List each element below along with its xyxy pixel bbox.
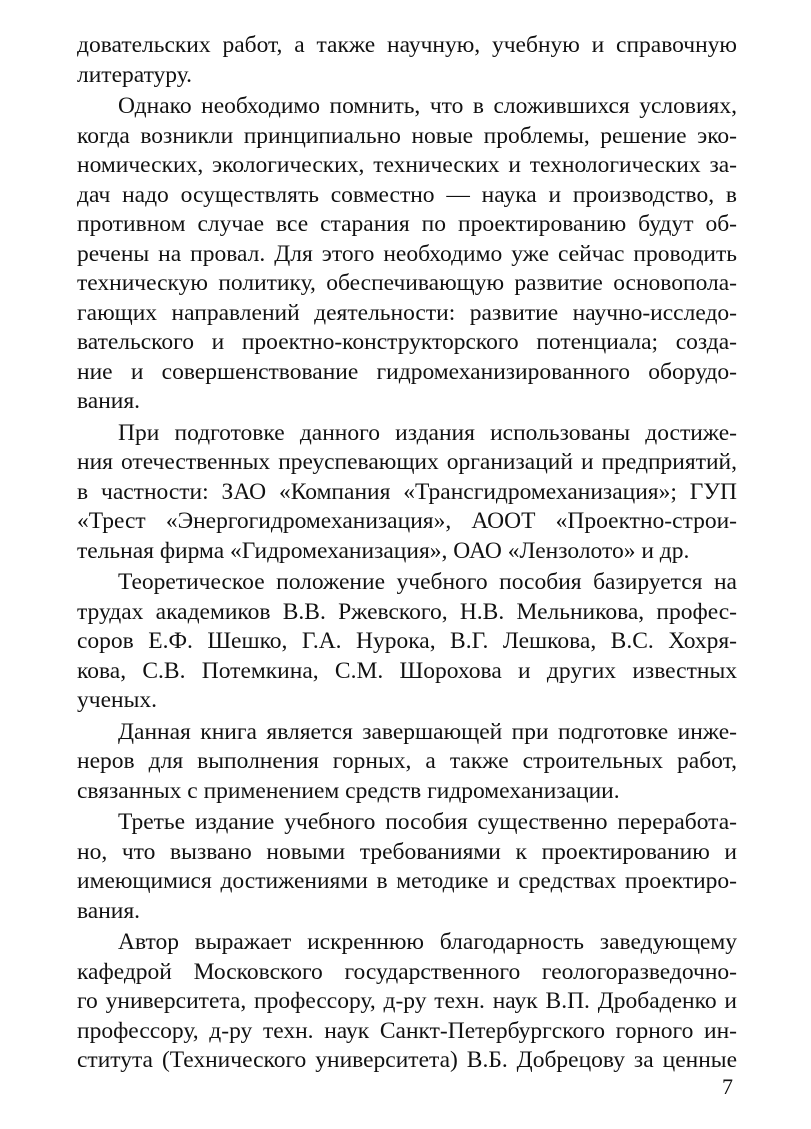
text-line: литературу. xyxy=(77,61,192,88)
text-line: речены на провал. Для этого необходимо уже сейчас проводить xyxy=(77,240,737,267)
text-line: Теоретическое положение учебного пособия базируется на xyxy=(118,569,737,595)
text-line: вания. xyxy=(77,897,141,924)
text-line: вательского и проектно-конструкторского потенциала; созда- xyxy=(77,329,737,355)
text-line: Однако необходимо помнить, что в сложившихся условиях, xyxy=(118,93,737,119)
text-line: ния отечественных преуспевающих организаций и предприятий, xyxy=(77,449,737,475)
text-line: ученых. xyxy=(77,687,157,713)
paragraph-6 xyxy=(77,808,737,926)
text-line: номических, экологических, технических и технологических за- xyxy=(77,152,737,178)
paragraph-3 xyxy=(77,419,737,567)
text-line: профессору, д-ру техн. наук Санкт-Петербургского горного ин- xyxy=(77,1017,737,1044)
body-text xyxy=(77,31,737,1076)
text-line: го университета, профессору, д-ру техн. наук В.П. Дробаденко и xyxy=(77,988,737,1014)
paragraph-2 xyxy=(77,92,737,417)
paragraph-7 xyxy=(77,928,737,1076)
text-line: Данная книга является завершающей при подготовке инже- xyxy=(118,718,737,745)
paragraph-5 xyxy=(77,718,737,807)
text-line: техническую политику, обеспечивающую развитие основопола- xyxy=(77,270,737,296)
text-line: ние и совершенствование гидромеханизированного оборудо- xyxy=(77,358,737,385)
paragraph-1 xyxy=(77,31,737,90)
text-line: Автор выражает искреннюю благодарность заведующему xyxy=(118,929,737,955)
paragraph-4 xyxy=(77,568,737,716)
text-line: неров для выполнения горных, а также строительных работ, xyxy=(77,748,737,774)
text-line: дач надо осуществлять совместно — наука и производство, в xyxy=(77,181,737,208)
text-line: связанных с применением средств гидромеханизации. xyxy=(77,777,620,804)
text-line: имеющимися достижениями в методике и средствах проектиро- xyxy=(77,868,737,894)
page-number: 7 xyxy=(722,1074,733,1099)
text-line: когда возникли принципиально новые проблемы, решение эко- xyxy=(77,122,737,149)
text-line: довательских работ, а также научную, учебную и справочную xyxy=(77,32,737,58)
text-line: соров Е.Ф. Шешко, Г.А. Нурока, В.Г. Лешкова, В.С. Хохря- xyxy=(77,628,737,654)
text-line: Третье издание учебного пособия существенно переработа- xyxy=(118,809,737,835)
text-line: трудах академиков В.В. Ржевского, Н.В. Мельникова, профес- xyxy=(77,598,737,625)
text-line: но, что вызвано новыми требованиями к проектированию и xyxy=(77,838,737,865)
text-line: кафедрой Московского государственного геологоразведочно- xyxy=(77,958,737,985)
text-line: противном случае все старания по проектированию будут об- xyxy=(77,211,737,237)
text-line: тельная фирма «Гидромеханизация», ОАО «Лензолото» и др. xyxy=(77,537,690,564)
text-line: вания. xyxy=(77,388,141,414)
text-line: «Трест «Энергогидромеханизация», АООТ «Проектно-строи- xyxy=(77,508,737,534)
text-line: При подготовке данного издания использованы достиже- xyxy=(118,419,737,446)
text-line: кова, С.В. Потемкина, С.М. Шорохова и других известных xyxy=(77,657,737,684)
text-line: ститута (Технического университета) В.Б. Добрецову за ценные xyxy=(77,1047,737,1073)
text-line: в частности: ЗАО «Компания «Трансгидромеханизация»; ГУП xyxy=(77,478,737,505)
text-line: гающих направлений деятельности: развитие научно-исследо- xyxy=(77,299,737,326)
